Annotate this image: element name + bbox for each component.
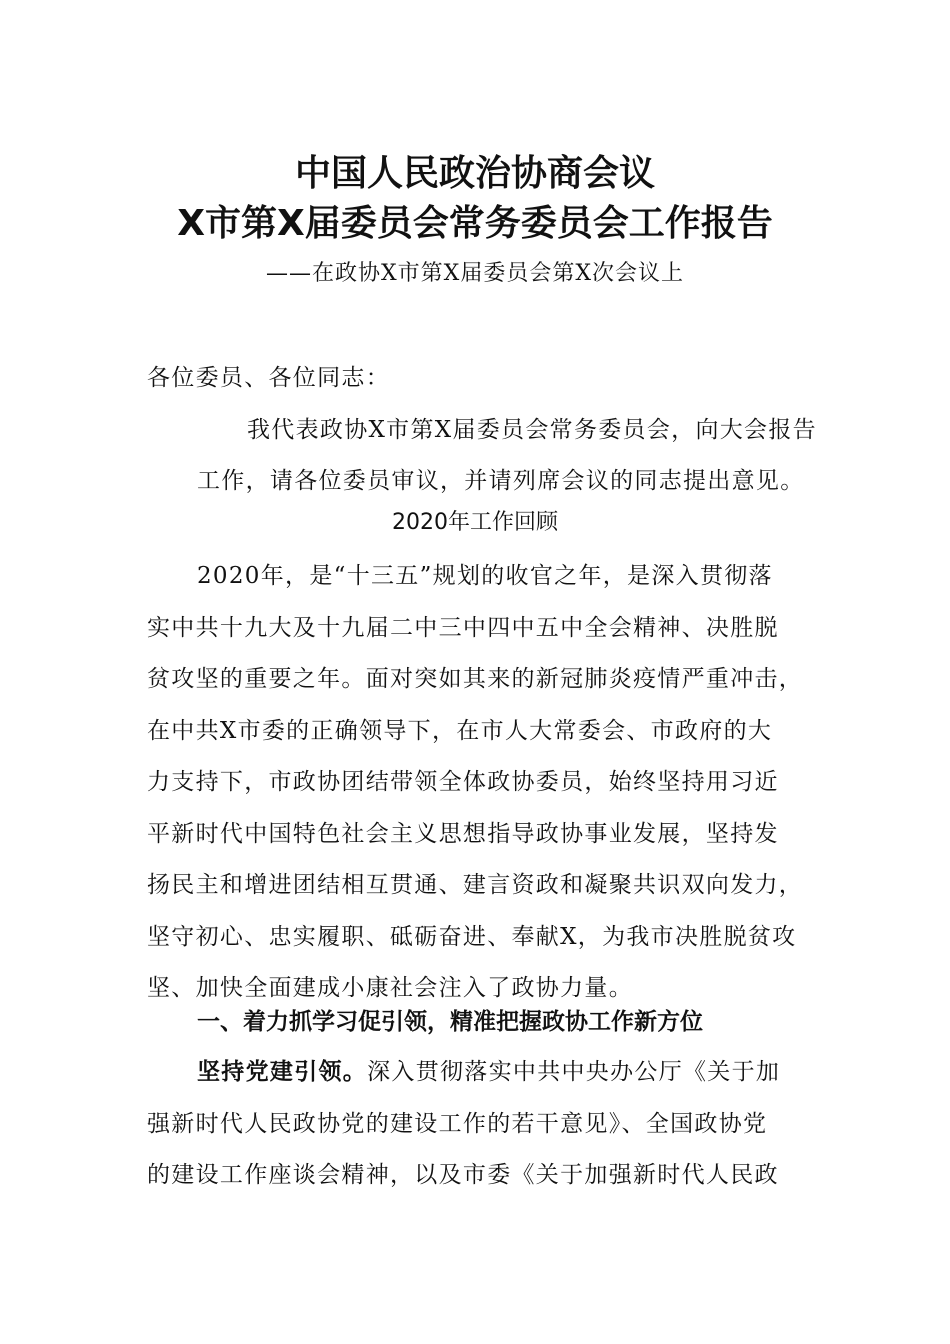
paragraph-line: 在中共X市委的正确领导下，在市人大常委会、市政府的大 [147,717,773,744]
report-title-line1: 中国人民政治协商会议 [294,153,655,194]
salutation [147,353,812,405]
report-subtitle: ——在政协X市第X届委员会第X次会议上 [266,261,684,286]
paragraph-line: 2020年，是“十三五”规划的收官之年，是深入贯彻落 [197,563,773,589]
paragraph-line: 实中共十九大及十九届二中三中四中五中全会精神、决胜脱 [147,614,779,641]
salutation-line: 各位委员、各位同志： [147,365,390,391]
section1-heading: 一、着力抓学习促引领，精准把握政协工作新方位 [197,1009,703,1035]
paragraph-line: 平新时代中国特色社会主义思想指导政协事业发展，坚持发 [147,820,779,847]
intro-paragraph [147,405,817,508]
paragraph-line: 的建设工作座谈会精神，以及市委《关于加强新时代人民政 [147,1162,779,1188]
opening-block [147,353,817,508]
section1-paragraph [147,1047,812,1202]
review-paragraph [147,551,812,1015]
paragraph-line: 力支持下，市政协团结带领全体政协委员，始终坚持用习近 [147,769,779,795]
report-title-line2: X市第X届委员会常务委员会工作报告 [177,203,773,244]
paragraph-text: 深入贯彻落实中共中央办公厅《关于加 [367,1059,781,1085]
paragraph-line [147,1047,812,1099]
paragraph-line: 强新时代人民政协党的建设工作的若干意见》、全国政协党 [147,1110,768,1137]
paragraph-line: 贫攻坚的重要之年。面对突如其来的新冠肺炎疫情严重冲击， [147,666,804,692]
paragraph-line: 坚守初心、忠实履职、砥砺奋进、奉献X，为我市决胜脱贫攻 [147,923,797,950]
bold-lead-text: 坚持党建引领。 [197,1059,368,1085]
paragraph-line: 坚、加快全面建成小康社会注入了政协力量。 [147,975,633,1001]
paragraph-line: 扬民主和增进团结相互贯通、建言资政和凝聚共识双向发力， [147,872,804,898]
review-heading: 2020年工作回顾 [392,510,558,535]
intro-line: 我代表政协X市第X届委员会常务委员会，向大会报告 [247,416,817,443]
intro-line: 工作，请各位委员审议，并请列席会议的同志提出意见。 [197,468,805,494]
